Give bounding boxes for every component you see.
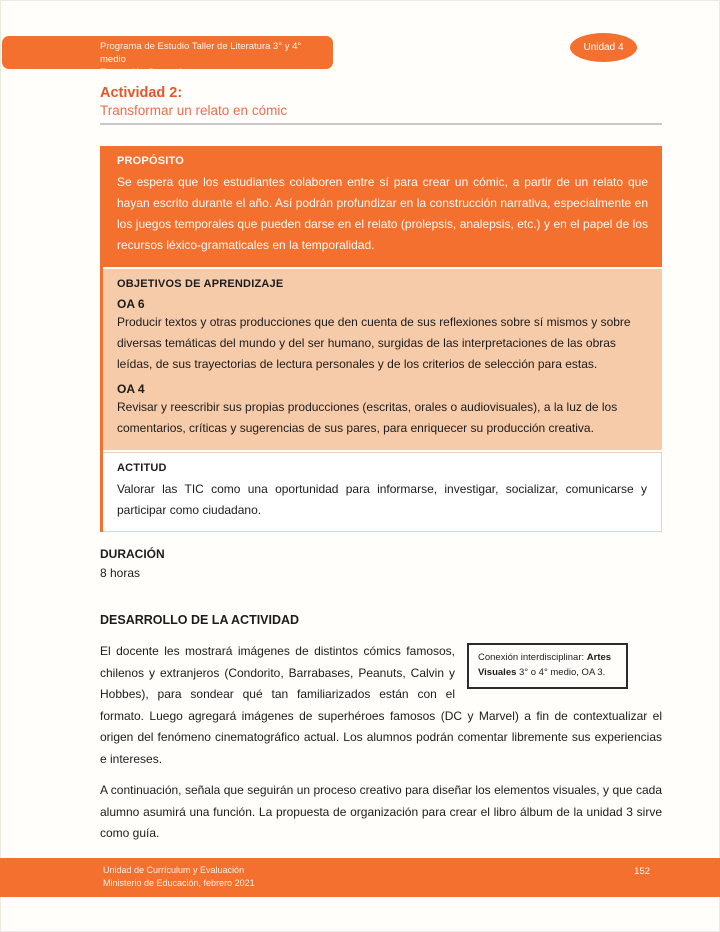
oa6-body: Producir textos y otras producciones que den cuenta de sus reflexiones sobre sí mismos y sobre diversas temáticas del mundo y del ser humano, surgidas de las interpretaciones de las obras leídas, de sus trayectorias de lectura personales y de los criterios de selección para estas. [117, 315, 631, 371]
page-footer-bar [0, 858, 720, 897]
proposito-box [103, 146, 662, 267]
proposito-body: Se espera que los estudiantes colaboren entre sí para crear un cómic, a partir de un relato que hayan escrito durante el año. Así podrán profundizar en la construcción narrativa, especialmente en los juegos temporales que pueden darse en el relato (prolepsis, analepsis, etc.) y en el papel de los recursos léxico-gramaticales en la temporalidad. [117, 175, 648, 252]
activity-title-block [100, 84, 662, 125]
content-column [100, 84, 662, 855]
program-header-bar [2, 36, 333, 78]
footer-line1: Unidad de Currículum y Evaluación [103, 865, 245, 875]
duracion-value: 8 horas [100, 566, 141, 580]
unit-badge-label: Unidad 4 [583, 42, 624, 53]
actitud-body: Valorar las TIC como una oportunidad para informarse, investigar, socializar, comunicarse y participar como ciudadano. [117, 482, 647, 517]
actitud-box [103, 452, 662, 532]
unit-badge [570, 33, 637, 62]
oa6-label: OA 6 [117, 297, 145, 311]
proposito-heading: PROPÓSITO [117, 155, 184, 167]
activity-subtitle: Transformar un relato en cómic [100, 103, 288, 118]
program-subtitle: Formación General [100, 67, 182, 78]
program-title: Programa de Estudio Taller de Literatura 3° y 4° medio [100, 41, 302, 65]
footer-credits [103, 864, 255, 890]
connection-subject: Artes Visuales [478, 652, 612, 678]
info-boxes [100, 146, 662, 532]
desarrollo-paragraph-1: El docente les mostrará imágenes de distintos cómics famosos, chilenos y extranjeros (Condorito, Barrabases, Peanuts, Calvin y Hobbes), para sondear qué tan familiarizados están con el formato. Luego agregará imágenes de superhéroes famosos (DC y Marvel) a fin de contextualizar el origen del fenómeno cinematográfico actual. Los alumnos podrán comentar libremente sus experiencias e intereses. [100, 644, 662, 766]
desarrollo-heading: DESARROLLO DE LA ACTIVIDAD [100, 613, 300, 627]
page-number: 152 [634, 866, 650, 877]
actitud-heading: ACTITUD [117, 462, 167, 474]
objetivos-heading: OBJETIVOS DE APRENDIZAJE [117, 278, 284, 290]
desarrollo-paragraph-2: A continuación, señala que seguirán un proceso creativo para diseñar los elementos visuales, y que cada alumno asumirá una función. La propuesta de organización para crear el libro álbum de la unidad 3 sirve como guía. [100, 783, 662, 840]
connection-prefix: Conexión interdisciplinar: [478, 652, 587, 663]
oa4-body: Revisar y reescribir sus propias producciones (escritas, orales o audiovisuales), a la luz de los comentarios, críticas y sugerencias de sus pares, para enriquecer su producción creativa. [117, 400, 618, 435]
objetivos-box [103, 269, 662, 450]
oa4-label: OA 4 [117, 382, 145, 396]
interdisciplinary-connection-box [467, 643, 628, 689]
desarrollo-section [100, 613, 662, 845]
connection-suffix: 3° o 4° medio, OA 3. [516, 666, 606, 678]
duracion-heading: DURACIÓN [100, 547, 165, 561]
duracion-section [100, 545, 662, 583]
activity-title: Actividad 2: [100, 85, 183, 101]
footer-line2: Ministerio de Educación, febrero 2021 [103, 878, 255, 888]
